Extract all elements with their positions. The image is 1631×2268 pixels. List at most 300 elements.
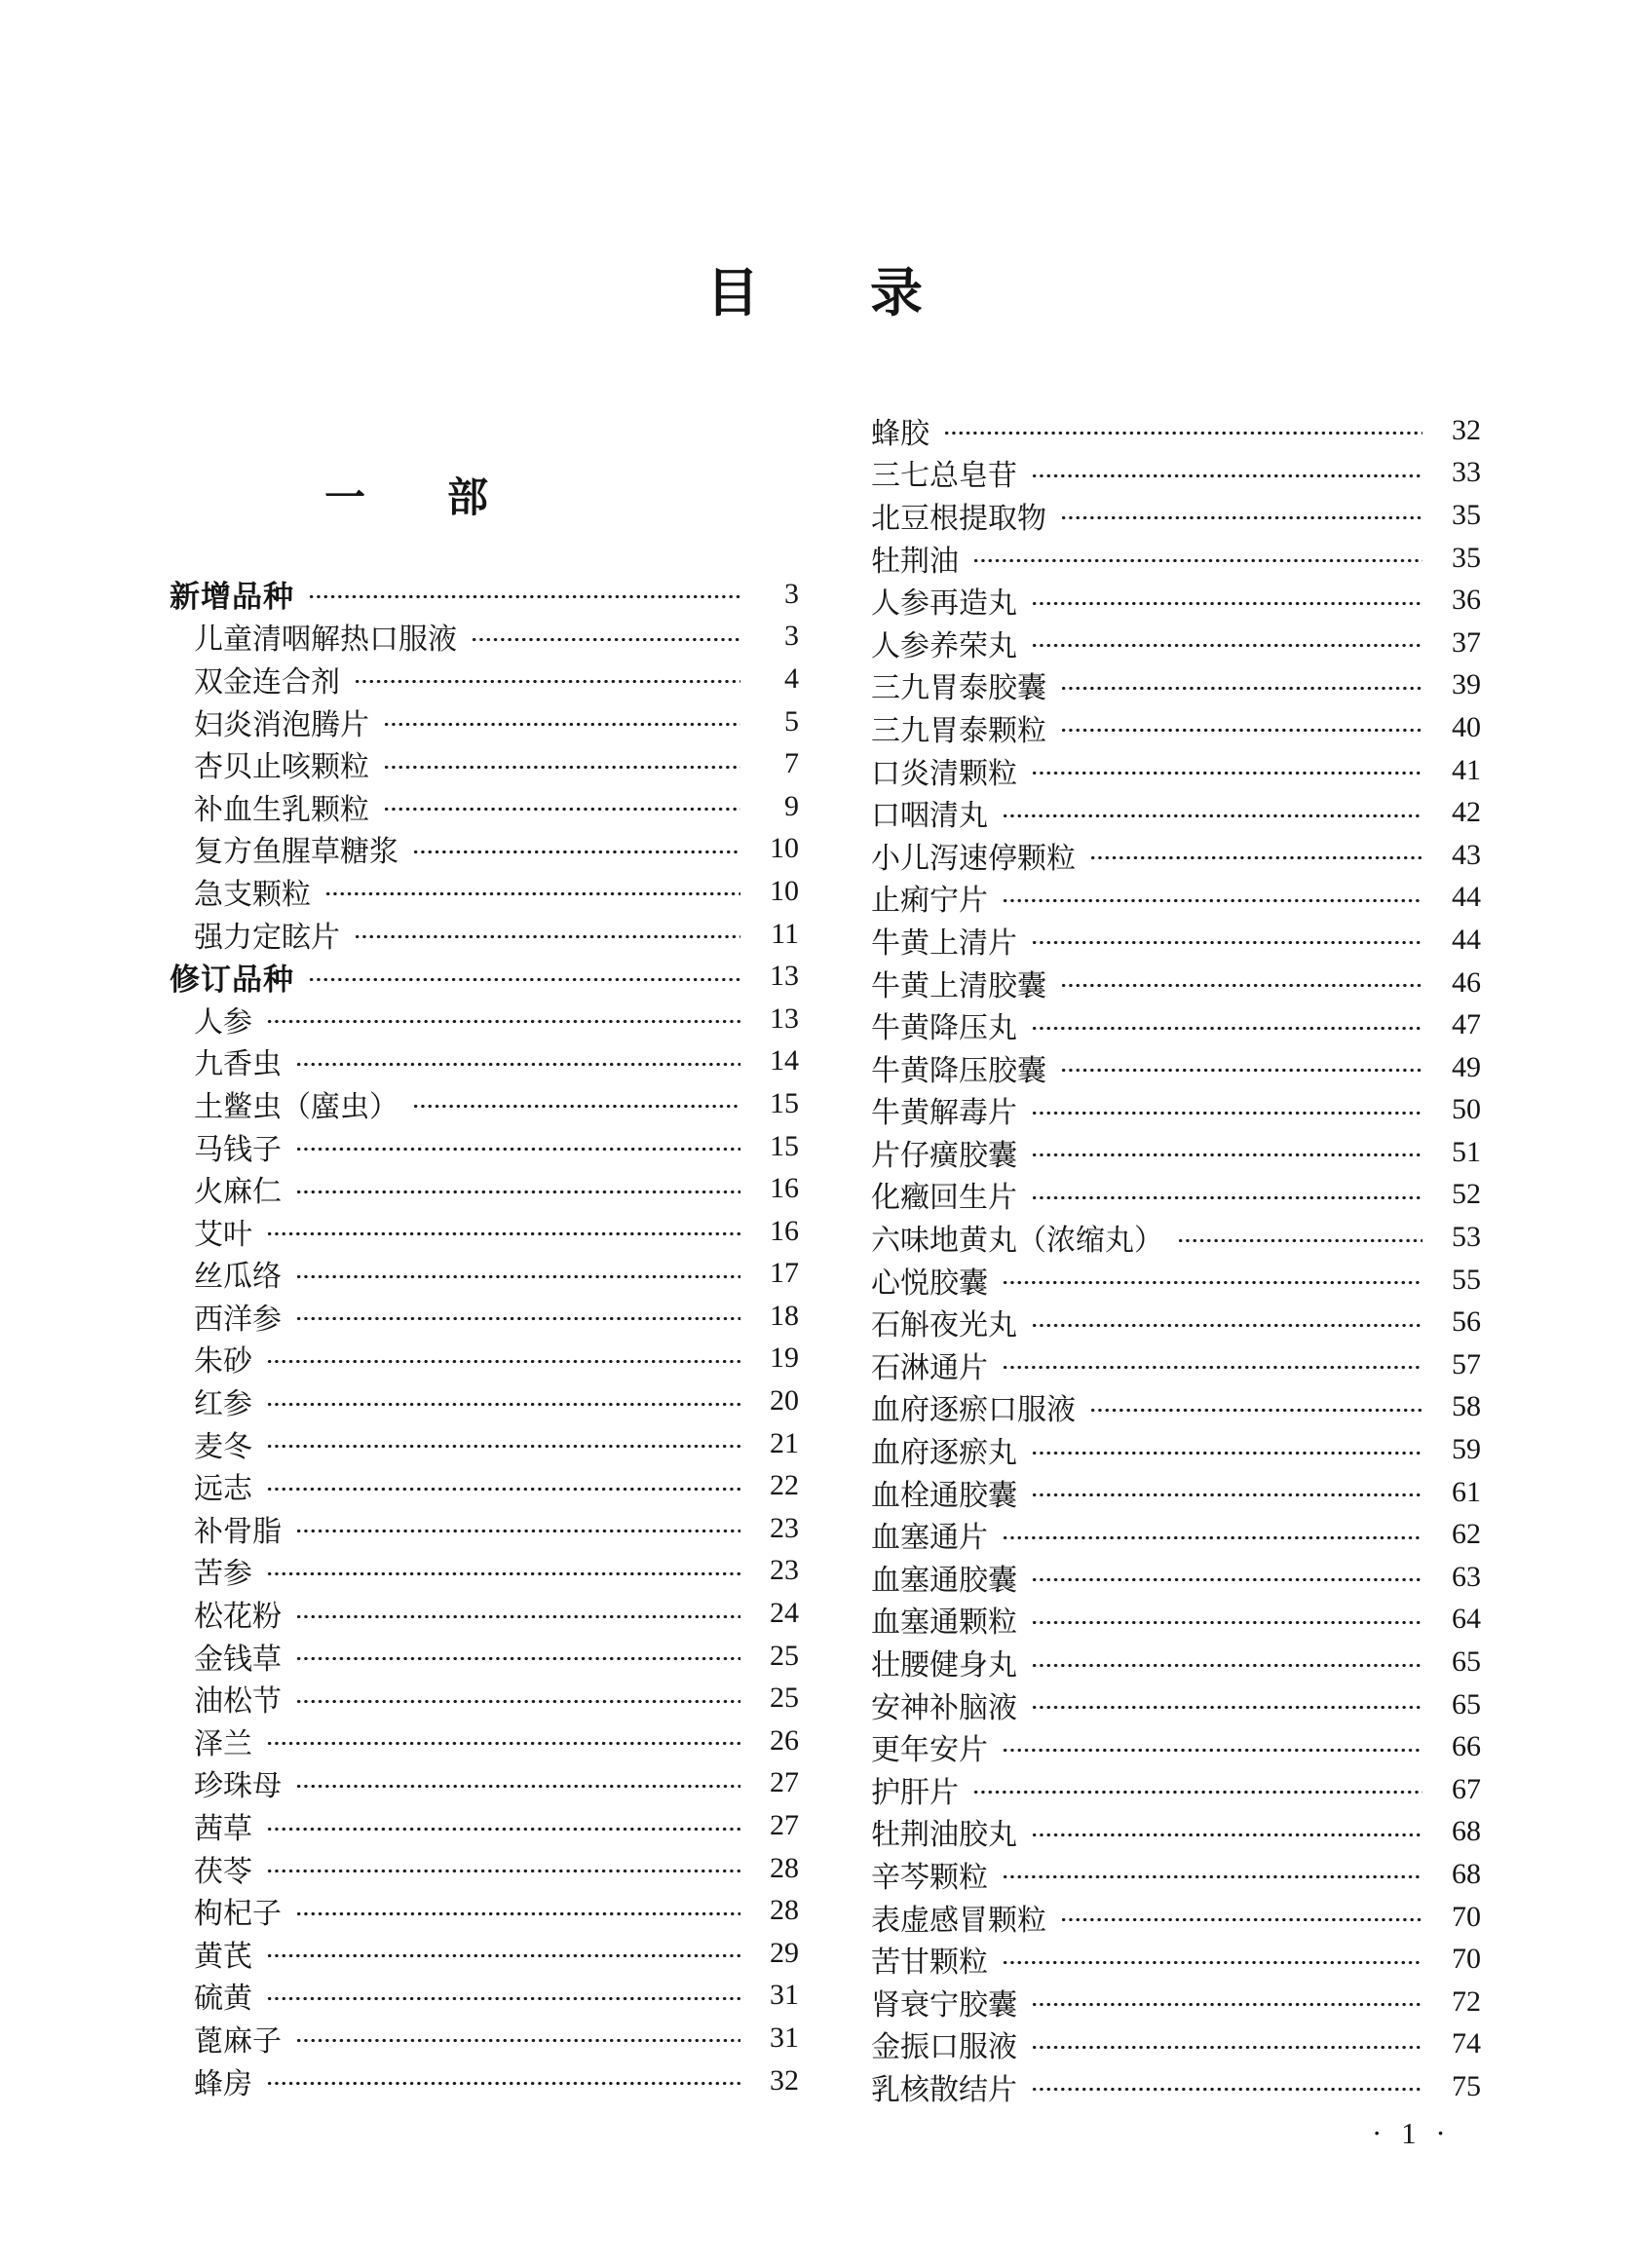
- entry-title: 牡荆油: [871, 545, 959, 578]
- dot-leader: [1060, 513, 1422, 522]
- entry-title: 苦甘颗粒: [871, 1947, 988, 1980]
- page-number: 40: [1452, 710, 1481, 743]
- toc-entry-row: [871, 579, 1481, 622]
- page-number: 27: [770, 1766, 799, 1799]
- page-title: 目 录: [706, 264, 925, 322]
- toc-entry-row: [871, 1003, 1481, 1046]
- toc-entry-row: [871, 1683, 1481, 1726]
- dot-leader: [266, 2079, 740, 2088]
- toc-entry-row: [871, 664, 1481, 707]
- entry-title: 表虚感冒颗粒: [871, 1904, 1046, 1937]
- page-number: 41: [1452, 753, 1481, 786]
- dot-leader: [972, 1788, 1422, 1796]
- page-number: 42: [1452, 796, 1481, 829]
- page-number: 51: [1452, 1135, 1481, 1168]
- toc-entry-row: [170, 2060, 799, 2102]
- dot-leader: [1002, 1958, 1422, 1967]
- entry-title: 强力定眩片: [194, 921, 340, 954]
- entry-title: 马钱子: [194, 1133, 282, 1166]
- entry-title: 枸杞子: [194, 1898, 282, 1931]
- dot-leader: [295, 1272, 740, 1281]
- page-number: 22: [770, 1469, 799, 1502]
- page-number: 15: [770, 1129, 799, 1162]
- dot-leader: [308, 975, 740, 984]
- toc-entry-row: [871, 1513, 1481, 1556]
- page-number: 5: [784, 704, 799, 737]
- dot-leader: [1031, 938, 1422, 947]
- page-number: 36: [1452, 584, 1481, 617]
- page-number: 23: [770, 1554, 799, 1587]
- entry-title: 牛黄降压胶囊: [871, 1054, 1046, 1087]
- section-heading-part-one: 一 部: [323, 476, 488, 521]
- page-number: 31: [770, 1979, 799, 2012]
- dot-leader: [295, 1782, 740, 1791]
- entry-title: 石斛夜光丸: [871, 1309, 1017, 1342]
- dot-leader: [1031, 1831, 1422, 1839]
- page-number: 32: [770, 2063, 799, 2097]
- toc-entry-row: [170, 1295, 799, 1338]
- toc-entry-row: [170, 1082, 799, 1125]
- dot-leader: [266, 1867, 740, 1875]
- entry-title: 新增品种: [170, 580, 294, 616]
- entry-title: 止痢宁片: [871, 885, 988, 918]
- dot-leader: [266, 1442, 740, 1451]
- toc-entry-row: [170, 1464, 799, 1507]
- dot-leader: [295, 1654, 740, 1663]
- toc-entry-row: [170, 1975, 799, 2018]
- dot-leader: [1060, 684, 1422, 693]
- entry-title: 补骨脂: [194, 1515, 282, 1548]
- dot-leader: [266, 1485, 740, 1493]
- entry-title: 辛芩颗粒: [871, 1861, 988, 1894]
- dot-leader: [1002, 896, 1422, 905]
- dot-leader: [1060, 981, 1422, 990]
- page-number: 15: [770, 1086, 799, 1119]
- toc-entry-row: [871, 1046, 1481, 1089]
- dot-leader: [266, 1951, 740, 1960]
- page-number: 47: [1452, 1008, 1481, 1041]
- entry-title: 石淋通片: [871, 1351, 988, 1384]
- dot-leader: [1060, 726, 1422, 735]
- toc-entry-row: [170, 785, 799, 828]
- toc-entry-row: [170, 1635, 799, 1678]
- page-number: 49: [1452, 1050, 1481, 1083]
- entry-title: 蓖麻子: [194, 2024, 282, 2058]
- page-number: 43: [1452, 838, 1481, 871]
- page-number: 56: [1452, 1305, 1481, 1339]
- dot-leader: [1002, 1363, 1422, 1372]
- dot-leader: [295, 1909, 740, 1918]
- page-number: 75: [1452, 2069, 1481, 2102]
- toc-entry-row: [871, 2023, 1481, 2066]
- toc-entry-row: [871, 1343, 1481, 1386]
- dot-leader: [1060, 1066, 1422, 1075]
- dot-leader: [266, 1825, 740, 1833]
- page-number: 68: [1452, 1815, 1481, 1848]
- entry-title: 人参: [194, 1005, 252, 1039]
- dot-leader: [1002, 1872, 1422, 1881]
- toc-entry-row: [170, 1847, 799, 1890]
- dot-leader: [1031, 2000, 1422, 2009]
- toc-entry-row: [871, 749, 1481, 792]
- page-number: 70: [1452, 1943, 1481, 1976]
- dot-leader: [266, 1357, 740, 1366]
- entry-title: 儿童清咽解热口服液: [194, 624, 457, 657]
- page-number: 23: [770, 1511, 799, 1544]
- toc-entry-row: [871, 1089, 1481, 1132]
- dot-leader: [295, 1697, 740, 1706]
- page-number: 74: [1452, 2027, 1481, 2060]
- page-number: 33: [1452, 456, 1481, 489]
- toc-entry-row: [871, 1386, 1481, 1429]
- footer-page-number: · 1 ·: [1372, 2116, 1452, 2150]
- entry-title: 血府逐瘀口服液: [871, 1394, 1076, 1427]
- dot-leader: [1031, 1575, 1422, 1584]
- page-number: 16: [770, 1172, 799, 1205]
- dot-leader: [1031, 1321, 1422, 1330]
- dot-leader: [1060, 1915, 1422, 1924]
- entry-title: 松花粉: [194, 1601, 282, 1634]
- entry-title: 六味地黄丸（浓缩丸）: [871, 1225, 1163, 1258]
- toc-entry-row: [871, 2065, 1481, 2108]
- page-number: 3: [784, 620, 799, 653]
- dot-leader: [266, 1017, 740, 1026]
- toc-entry-row: [170, 1507, 799, 1550]
- entry-title: 血塞通胶囊: [871, 1564, 1017, 1597]
- toc-entry-row: [170, 1592, 799, 1635]
- toc-entry-row: [170, 1889, 799, 1932]
- entry-title: 蜂房: [194, 2067, 252, 2100]
- page-number: 58: [1452, 1390, 1481, 1423]
- dot-leader: [383, 805, 740, 813]
- page-number: 25: [770, 1682, 799, 1715]
- entry-title: 红参: [194, 1388, 252, 1421]
- dot-leader: [1031, 1449, 1422, 1457]
- toc-entry-row: [170, 1167, 799, 1210]
- toc-entry-row: [170, 742, 799, 785]
- toc-entry-row: [170, 1762, 799, 1805]
- entry-title: 九香虫: [194, 1048, 282, 1081]
- page-number: 29: [770, 1936, 799, 1969]
- entry-title: 血塞通颗粒: [871, 1606, 1017, 1640]
- entry-title: 朱砂: [194, 1345, 252, 1379]
- entry-title: 远志: [194, 1473, 252, 1506]
- entry-title: 人参养荣丸: [871, 629, 1017, 662]
- entry-title: 血府逐瘀丸: [871, 1437, 1017, 1470]
- page-number: 10: [770, 874, 799, 907]
- entry-title: 金钱草: [194, 1643, 282, 1676]
- dot-leader: [972, 556, 1422, 565]
- entry-title: 口炎清颗粒: [871, 757, 1017, 790]
- entry-title: 牛黄降压丸: [871, 1012, 1017, 1045]
- entry-title: 补血生乳颗粒: [194, 793, 369, 826]
- toc-heading-row: [170, 955, 799, 998]
- toc-column-right: [871, 409, 1481, 2108]
- toc-entry-row: [871, 877, 1481, 920]
- toc-entry-row: [871, 791, 1481, 834]
- dot-leader: [1002, 1278, 1422, 1287]
- dot-leader: [1031, 599, 1422, 608]
- toc-entry-row: [871, 962, 1481, 1004]
- entry-title: 复方鱼腥草糖浆: [194, 836, 398, 869]
- dot-leader: [1177, 1236, 1422, 1245]
- toc-entry-row: [170, 1804, 799, 1847]
- entry-title: 火麻仁: [194, 1176, 282, 1209]
- page-number: 28: [770, 1894, 799, 1927]
- page-number: 55: [1452, 1263, 1481, 1296]
- entry-title: 三七总皂苷: [871, 460, 1017, 493]
- toc-entry-row: [871, 1259, 1481, 1302]
- toc-entry-row: [170, 1932, 799, 1975]
- entry-title: 心悦胶囊: [871, 1266, 988, 1300]
- toc-heading-row: [170, 573, 799, 616]
- entry-title: 化癥回生片: [871, 1182, 1017, 1215]
- dot-leader: [1002, 812, 1422, 820]
- page-number: 39: [1452, 668, 1481, 701]
- page-number: 53: [1452, 1221, 1481, 1254]
- toc-entry-row: [170, 1125, 799, 1168]
- entry-title: 牛黄解毒片: [871, 1097, 1017, 1130]
- entry-title: 金振口服液: [871, 2031, 1017, 2064]
- dot-leader: [295, 1527, 740, 1535]
- page-number: 13: [770, 1002, 799, 1035]
- entry-title: 北豆根提取物: [871, 502, 1046, 535]
- dot-leader: [1031, 1661, 1422, 1670]
- entry-title: 妇炎消泡腾片: [194, 708, 369, 741]
- page-number: 32: [1452, 413, 1481, 446]
- entry-title: 泽兰: [194, 1727, 252, 1760]
- page-number: 31: [770, 2021, 799, 2054]
- toc-column-left: [170, 573, 799, 2101]
- page-number: 62: [1452, 1518, 1481, 1551]
- page-number: 44: [1452, 923, 1481, 956]
- page-number: 9: [784, 789, 799, 822]
- entry-title: 血栓通胶囊: [871, 1479, 1017, 1512]
- toc-entry-row: [871, 706, 1481, 749]
- page-number: 3: [784, 577, 799, 610]
- dot-leader: [354, 932, 740, 941]
- page-number: 26: [770, 1723, 799, 1757]
- entry-title: 苦参: [194, 1558, 252, 1591]
- dot-leader: [308, 592, 740, 601]
- page-number: 68: [1452, 1857, 1481, 1890]
- page-number: 46: [1452, 965, 1481, 999]
- page-number: 67: [1452, 1772, 1481, 1805]
- entry-title: 牛黄上清胶囊: [871, 969, 1046, 1002]
- dot-leader: [266, 1739, 740, 1748]
- page-number: 17: [770, 1257, 799, 1290]
- entry-title: 肾衰宁胶囊: [871, 1988, 1017, 2022]
- toc-entry-row: [871, 622, 1481, 664]
- entry-title: 三九胃泰胶囊: [871, 672, 1046, 705]
- page-number: 14: [770, 1044, 799, 1077]
- page-number: 24: [770, 1597, 799, 1630]
- page-number: 35: [1452, 541, 1481, 574]
- page-number: 20: [770, 1384, 799, 1418]
- toc-entry-row: [871, 1556, 1481, 1599]
- toc-entry-row: [871, 1216, 1481, 1259]
- toc-entry-row: [871, 1131, 1481, 1174]
- page-number: 50: [1452, 1093, 1481, 1126]
- toc-entry-row: [170, 870, 799, 913]
- page-number: 21: [770, 1426, 799, 1459]
- entry-title: 护肝片: [871, 1776, 959, 1809]
- toc-entry-row: [170, 1040, 799, 1083]
- toc-entry-row: [170, 998, 799, 1040]
- entry-title: 血塞通片: [871, 1522, 988, 1555]
- toc-entry-row: [170, 1380, 799, 1422]
- entry-title: 茯苓: [194, 1855, 252, 1888]
- toc-entry-row: [871, 1725, 1481, 1768]
- dot-leader: [1031, 1703, 1422, 1712]
- dot-leader: [266, 1994, 740, 2003]
- toc-entry-row: [871, 1896, 1481, 1939]
- entry-title: 小儿泻速停颗粒: [871, 842, 1076, 875]
- dot-leader: [295, 1612, 740, 1621]
- page-number: 65: [1452, 1687, 1481, 1720]
- page-number: 70: [1452, 1900, 1481, 1933]
- toc-entry-row: [170, 1338, 799, 1380]
- dot-leader: [266, 1400, 740, 1409]
- toc-entry-row: [170, 1550, 799, 1593]
- entry-title: 人参再造丸: [871, 587, 1017, 621]
- toc-entry-row: [170, 828, 799, 871]
- toc-entry-row: [871, 1599, 1481, 1642]
- entry-title: 丝瓜络: [194, 1261, 282, 1294]
- toc-entry-row: [871, 1471, 1481, 1514]
- page-number: 57: [1452, 1347, 1481, 1380]
- dot-leader: [266, 1569, 740, 1578]
- entry-title: 黄芪: [194, 1940, 252, 1973]
- dot-leader: [1031, 2085, 1422, 2094]
- toc-entry-row: [871, 1981, 1481, 2023]
- dot-leader: [266, 1229, 740, 1238]
- entry-title: 西洋参: [194, 1303, 282, 1336]
- dot-leader: [412, 848, 740, 856]
- entry-title: 艾叶: [194, 1218, 252, 1251]
- dot-leader: [1002, 1746, 1422, 1755]
- toc-entry-row: [170, 2017, 799, 2060]
- dot-leader: [1031, 2043, 1422, 2052]
- page-number: 18: [770, 1299, 799, 1332]
- toc-entry-row: [170, 1422, 799, 1465]
- dot-leader: [943, 429, 1422, 437]
- toc-entry-row: [871, 1853, 1481, 1896]
- dot-leader: [295, 2036, 740, 2045]
- page-number: 44: [1452, 881, 1481, 914]
- page-number: 28: [770, 1851, 799, 1884]
- page-number: 10: [770, 832, 799, 865]
- page-number: 19: [770, 1342, 799, 1375]
- dot-leader: [324, 889, 740, 898]
- toc-entry-row: [871, 1811, 1481, 1854]
- page-number: 7: [784, 747, 799, 780]
- toc-entry-row: [170, 616, 799, 659]
- dot-leader: [383, 763, 740, 772]
- page-number: 65: [1452, 1645, 1481, 1679]
- entry-title: 杏贝止咳颗粒: [194, 751, 369, 784]
- page-number: 27: [770, 1809, 799, 1842]
- page-number: 66: [1452, 1730, 1481, 1763]
- dot-leader: [1089, 853, 1422, 862]
- entry-title: 麦冬: [194, 1430, 252, 1463]
- entry-title: 口咽清丸: [871, 800, 988, 833]
- entry-title: 修订品种: [170, 962, 294, 998]
- dot-leader: [1002, 1533, 1422, 1542]
- dot-leader: [295, 1314, 740, 1323]
- entry-title: 土鳖虫（䗪虫）: [194, 1090, 398, 1123]
- page-number: 37: [1452, 625, 1481, 659]
- dot-leader: [1031, 1491, 1422, 1499]
- toc-entry-row: [871, 1938, 1481, 1981]
- dot-leader: [1031, 1024, 1422, 1033]
- entry-title: 安神补脑液: [871, 1691, 1017, 1724]
- dot-leader: [295, 1188, 740, 1196]
- toc-entry-row: [170, 700, 799, 743]
- entry-title: 茜草: [194, 1813, 252, 1846]
- dot-leader: [1031, 641, 1422, 650]
- toc-entry-row: [871, 1641, 1481, 1683]
- dot-leader: [383, 720, 740, 729]
- page-number: 11: [771, 917, 799, 950]
- toc-entry-row: [170, 1720, 799, 1762]
- toc-entry-row: [871, 1768, 1481, 1811]
- dot-leader: [1031, 1151, 1422, 1159]
- toc-entry-row: [170, 1253, 799, 1296]
- entry-title: 壮腰健身丸: [871, 1649, 1017, 1682]
- toc-entry-row: [170, 913, 799, 956]
- toc-entry-row: [871, 537, 1481, 580]
- dot-leader: [1031, 472, 1422, 480]
- dot-leader: [295, 1145, 740, 1153]
- dot-leader: [354, 677, 740, 686]
- entry-title: 三九胃泰颗粒: [871, 714, 1046, 747]
- dot-leader: [471, 635, 740, 644]
- toc-entry-row: [871, 919, 1481, 962]
- entry-title: 珍珠母: [194, 1770, 282, 1803]
- entry-title: 急支颗粒: [194, 878, 311, 911]
- page-number: 72: [1452, 1984, 1481, 2018]
- page-number: 61: [1452, 1475, 1481, 1508]
- page-number: 13: [770, 960, 799, 993]
- toc-entry-row: [871, 1428, 1481, 1471]
- entry-title: 牛黄上清片: [871, 926, 1017, 960]
- dot-leader: [412, 1102, 740, 1111]
- toc-entry-row: [170, 1210, 799, 1253]
- page-number: 52: [1452, 1178, 1481, 1211]
- entry-title: 蜂胶: [871, 417, 929, 450]
- entry-title: 双金连合剂: [194, 665, 340, 699]
- toc-entry-row: [871, 1301, 1481, 1343]
- page-number: 64: [1452, 1603, 1481, 1636]
- entry-title: 更年安片: [871, 1734, 988, 1767]
- toc-entry-row: [871, 1174, 1481, 1217]
- page-number: 25: [770, 1639, 799, 1672]
- page-number: 35: [1452, 498, 1481, 531]
- entry-title: 乳核散结片: [871, 2073, 1017, 2106]
- dot-leader: [1089, 1406, 1422, 1415]
- page-number: 59: [1452, 1433, 1481, 1466]
- dot-leader: [1031, 769, 1422, 777]
- page-number: 4: [784, 662, 799, 695]
- entry-title: 硫黄: [194, 1983, 252, 2016]
- toc-entry-row: [871, 409, 1481, 452]
- toc-entry-row: [170, 1677, 799, 1720]
- toc-entry-row: [871, 452, 1481, 495]
- entry-title: 油松节: [194, 1685, 282, 1719]
- page-number: 63: [1452, 1560, 1481, 1593]
- toc-entry-row: [871, 494, 1481, 537]
